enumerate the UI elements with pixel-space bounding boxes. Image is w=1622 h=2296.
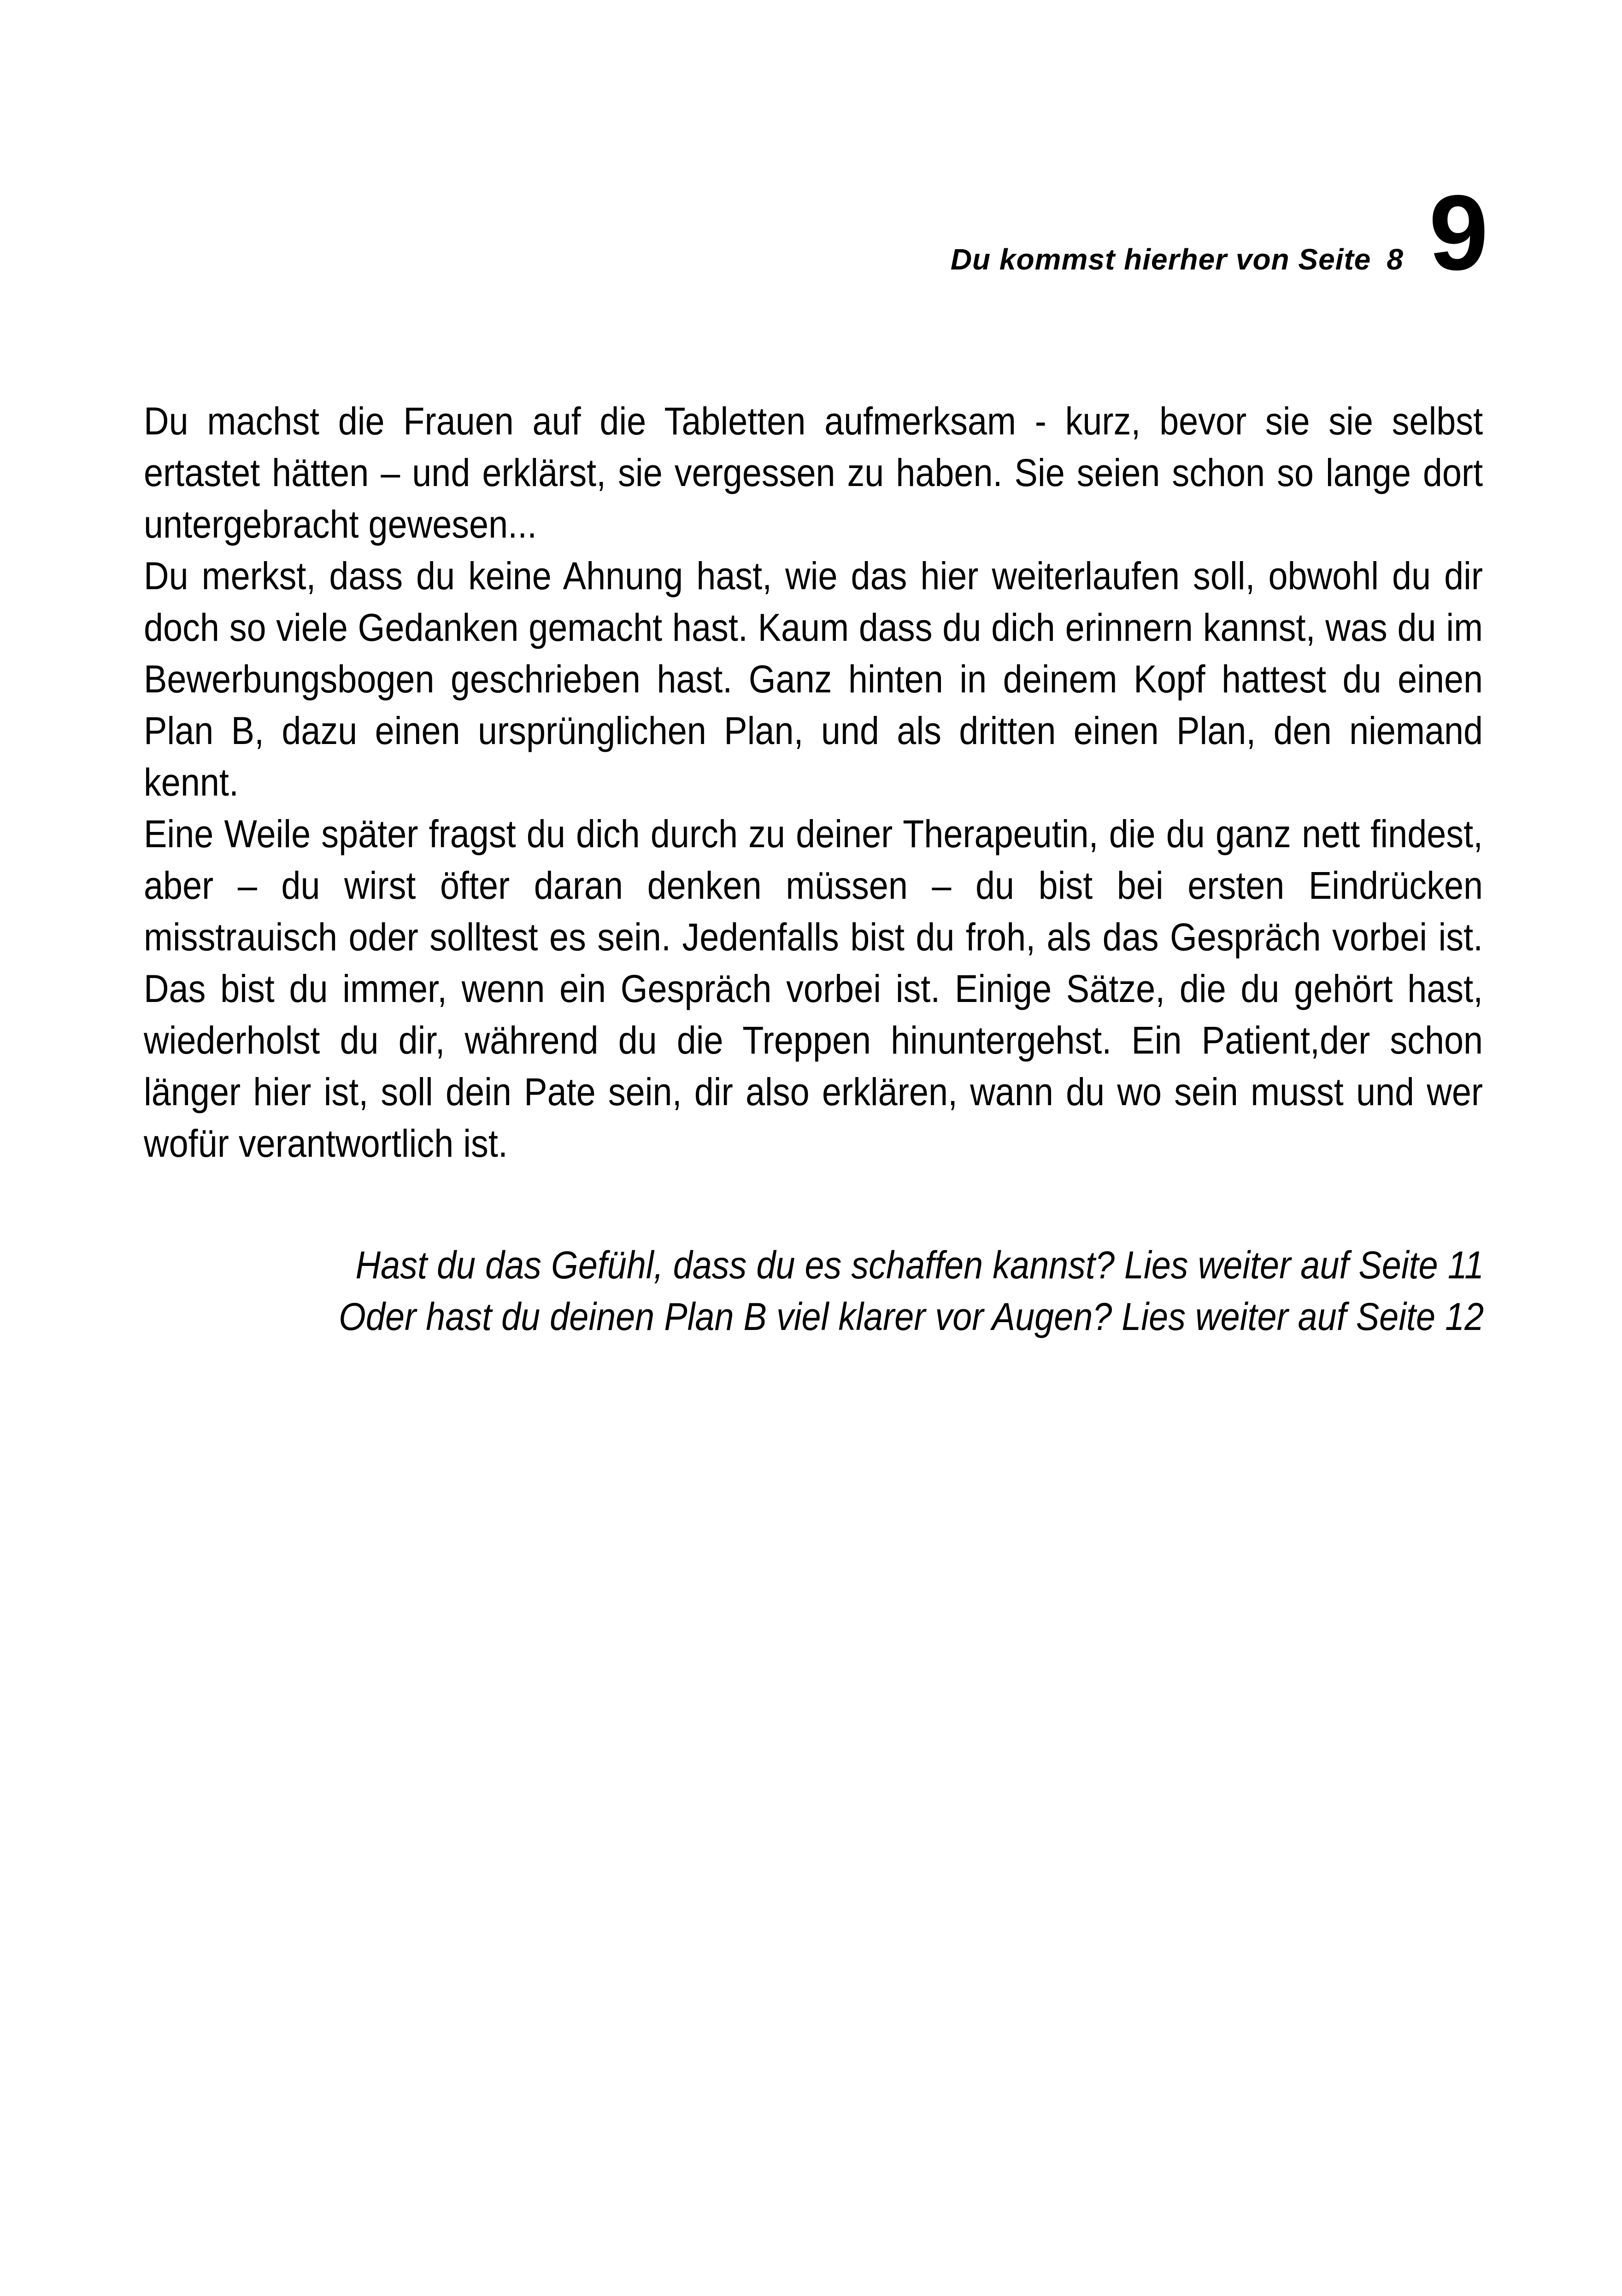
story-body bbox=[144, 395, 1483, 1169]
choice-option: Hast du das Gefühl, dass du es schaffen kannst? Lies weiter auf Seite 11 bbox=[355, 1243, 1484, 1287]
choice-list bbox=[212, 1239, 1484, 1342]
header-intro-text: Du kommst hierher von Seite bbox=[950, 243, 1371, 276]
story-paragraph: Du machst die Frauen auf die Tabletten aufmerksam - kurz, bevor sie sie selbst ertastet hätten – und erklärst, sie vergessen zu haben. Sie seien schon so lange dort untergebracht gewesen... bbox=[144, 399, 1483, 546]
header-from-page: 8 bbox=[1387, 243, 1403, 276]
choice-option: Oder hast du deinen Plan B viel klarer vor Augen? Lies weiter auf Seite 12 bbox=[338, 1295, 1484, 1338]
story-paragraph: Eine Weile später fragst du dich durch zu deiner Therapeutin, die du ganz nett findest, aber – du wirst öfter daran denken müssen – du bist bei ersten Eindrücken misstrauisch oder solltest es sein. Jedenfalls bist du froh, als das Gespräch vorbei ist. Das bist du immer, wenn ein Gespräch vorbei ist. Einige Sätze, die du gehört hast, wiederholst du dir, während du die Treppen hinuntergehst. Ein Patient,der schon länger hier ist, soll dein Pate sein, dir also erklären, wann du wo sein musst und wer wofür verantwortlich ist. bbox=[144, 812, 1483, 1165]
page-header bbox=[950, 173, 1488, 293]
page-number: 9 bbox=[1428, 173, 1488, 293]
story-paragraph: Du merkst, dass du keine Ahnung hast, wie das hier weiterlaufen soll, obwohl du dir doch so viele Gedanken gemacht hast. Kaum dass du dich erinnern kannst, was du im Bewerbungsbogen geschrieben hast. Ganz hinten in deinem Kopf hattest du einen Plan B, dazu einen ursprünglichen Plan, und als dritten einen Plan, den niemand kennt. bbox=[144, 554, 1483, 804]
